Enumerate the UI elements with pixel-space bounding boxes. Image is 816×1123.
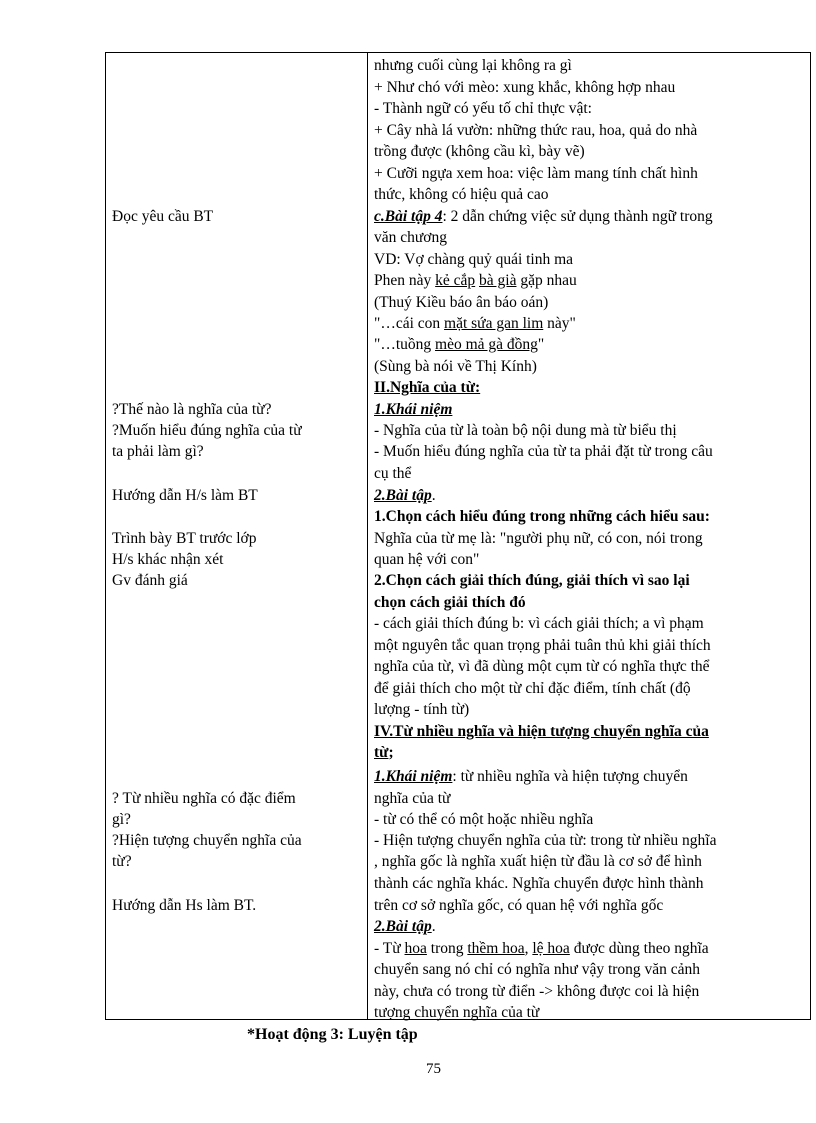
right-cell-line: c.Bài tập 4: 2 dẫn chứng việc sử dụng thành ngữ trong — [374, 208, 713, 225]
section-heading: II.Nghĩa của từ: — [374, 379, 481, 396]
left-cell-line: Hướng dẫn H/s làm BT — [112, 487, 258, 504]
right-cell-line: Phen này kẻ cắp bà già gặp nhau — [374, 272, 577, 289]
exercise-item-heading: chọn cách giải thích đó — [374, 594, 526, 611]
right-cell-line: thành các nghĩa khác. Nghĩa chuyển được hình thành — [374, 875, 704, 892]
left-cell-line: H/s khác nhận xét — [112, 551, 224, 568]
subsection-heading: 1.Khái niệm — [374, 401, 453, 418]
right-cell-line: Nghĩa của từ mẹ là: "người phụ nữ, có con, nói trong — [374, 530, 703, 547]
exercise-item-heading: 1.Chọn cách hiểu đúng trong những cách hiểu sau: — [374, 508, 710, 525]
right-cell-line: chuyển sang nó chỉ có nghĩa như vậy trong văn cảnh — [374, 961, 701, 978]
right-cell-line: 2.Bài tập. — [374, 918, 436, 935]
right-cell-line: - Từ hoa trong thềm hoa, lệ hoa được dùng theo nghĩa — [374, 940, 709, 957]
right-cell-line: (Thuý Kiều báo ân báo oán) — [374, 294, 549, 311]
right-cell-line: một nguyên tắc quan trọng phải tuân thủ khi giải thích — [374, 637, 711, 654]
right-cell-line: - Muốn hiểu đúng nghĩa của từ ta phải đặt từ trong câu — [374, 443, 713, 460]
left-cell-line: ta phải làm gì? — [112, 443, 204, 460]
right-cell-line: , nghĩa gốc là nghĩa xuất hiện từ đầu là cơ sở để hình — [374, 853, 702, 870]
right-cell-line: nhưng cuối cùng lại không ra gì — [374, 57, 572, 74]
right-cell-line: nghĩa của từ — [374, 790, 451, 807]
left-cell-line: ?Hiện tượng chuyển nghĩa của — [112, 832, 302, 849]
column-divider — [367, 53, 368, 1019]
exercise-item-heading: 2.Chọn cách giải thích đúng, giải thích vì sao lại — [374, 572, 690, 589]
right-cell-line: cụ thể — [374, 465, 412, 482]
right-cell-line: VD: Vợ chàng quỷ quái tinh ma — [374, 251, 574, 268]
right-cell-line: 1.Khái niệm: từ nhiều nghĩa và hiện tượng chuyển — [374, 768, 688, 785]
subsection-heading: 2.Bài tập — [374, 487, 432, 504]
activity-heading: *Hoạt động 3: Luyện tập — [247, 1026, 418, 1043]
right-cell-line: này, chưa có trong từ điển -> không được coi là hiện — [374, 983, 700, 1000]
right-cell-line: để giải thích cho một từ chỉ đặc điểm, tính chất (độ — [374, 680, 691, 697]
left-cell-line: ?Thế nào là nghĩa của từ? — [112, 401, 272, 418]
left-cell-line: ?Muốn hiểu đúng nghĩa của từ — [112, 422, 302, 439]
exercise-4-heading: c.Bài tập 4 — [374, 208, 443, 225]
right-cell-line: - Nghĩa của từ là toàn bộ nội dung mà từ biểu thị — [374, 422, 677, 439]
right-cell-line: - từ có thể có một hoặc nhiều nghĩa — [374, 811, 594, 828]
subsection-heading: 1.Khái niệm — [374, 768, 453, 785]
right-cell-line: "…tuồng mèo mả gà đồng" — [374, 336, 545, 353]
right-cell-line: thức, không có hiệu quả cao — [374, 186, 549, 203]
right-cell-line: trồng được (không cầu kì, bày vẽ) — [374, 143, 585, 160]
right-cell-line: (Sùng bà nói về Thị Kính) — [374, 358, 537, 375]
section-heading-cont: từ; — [374, 744, 394, 761]
right-cell-line: văn chương — [374, 229, 447, 246]
page-number: 75 — [426, 1061, 441, 1077]
left-cell-line: Trình bày BT trước lớp — [112, 530, 257, 547]
right-cell-line: trên cơ sở nghĩa gốc, có quan hệ với nghĩa gốc — [374, 897, 664, 914]
right-cell-line: 2.Bài tập. — [374, 487, 436, 504]
left-cell-line: Đọc yêu cầu BT — [112, 208, 214, 225]
right-cell-line: - cách giải thích đúng b: vì cách giải thích; a vì phạm — [374, 615, 704, 632]
left-cell-line: Gv đánh giá — [112, 572, 188, 589]
left-cell-line: gì? — [112, 811, 131, 828]
right-cell-line: - Hiện tượng chuyển nghĩa của từ: trong từ nhiều nghĩa — [374, 832, 717, 849]
left-cell-line: Hướng dẫn Hs làm BT. — [112, 897, 257, 914]
subsection-heading: 2.Bài tập — [374, 918, 432, 935]
right-cell-line: tượng chuyển nghĩa của từ — [374, 1004, 540, 1021]
right-cell-line: quan hệ với con" — [374, 551, 480, 568]
lesson-table — [105, 52, 811, 1020]
right-cell-line: nghĩa của từ, vì đã dùng một cụm từ có nghĩa thực thể — [374, 658, 710, 675]
right-cell-line: + Cưỡi ngựa xem hoa: việc làm mang tính chất hình — [374, 165, 698, 182]
section-heading: IV.Từ nhiều nghĩa và hiện tượng chuyển nghĩa của — [374, 723, 709, 740]
left-cell-line: ? Từ nhiều nghĩa có đặc điểm — [112, 790, 296, 807]
left-cell-line: từ? — [112, 853, 132, 870]
right-cell-line: "…cái con mặt sứa gan lim này" — [374, 315, 576, 332]
right-cell-line: + Cây nhà lá vườn: những thức rau, hoa, quả do nhà — [374, 122, 698, 139]
right-cell-line: + Như chó với mèo: xung khắc, không hợp nhau — [374, 79, 676, 96]
right-cell-line: - Thành ngữ có yếu tố chỉ thực vật: — [374, 100, 592, 117]
right-cell-line: lượng - tính từ) — [374, 701, 470, 718]
